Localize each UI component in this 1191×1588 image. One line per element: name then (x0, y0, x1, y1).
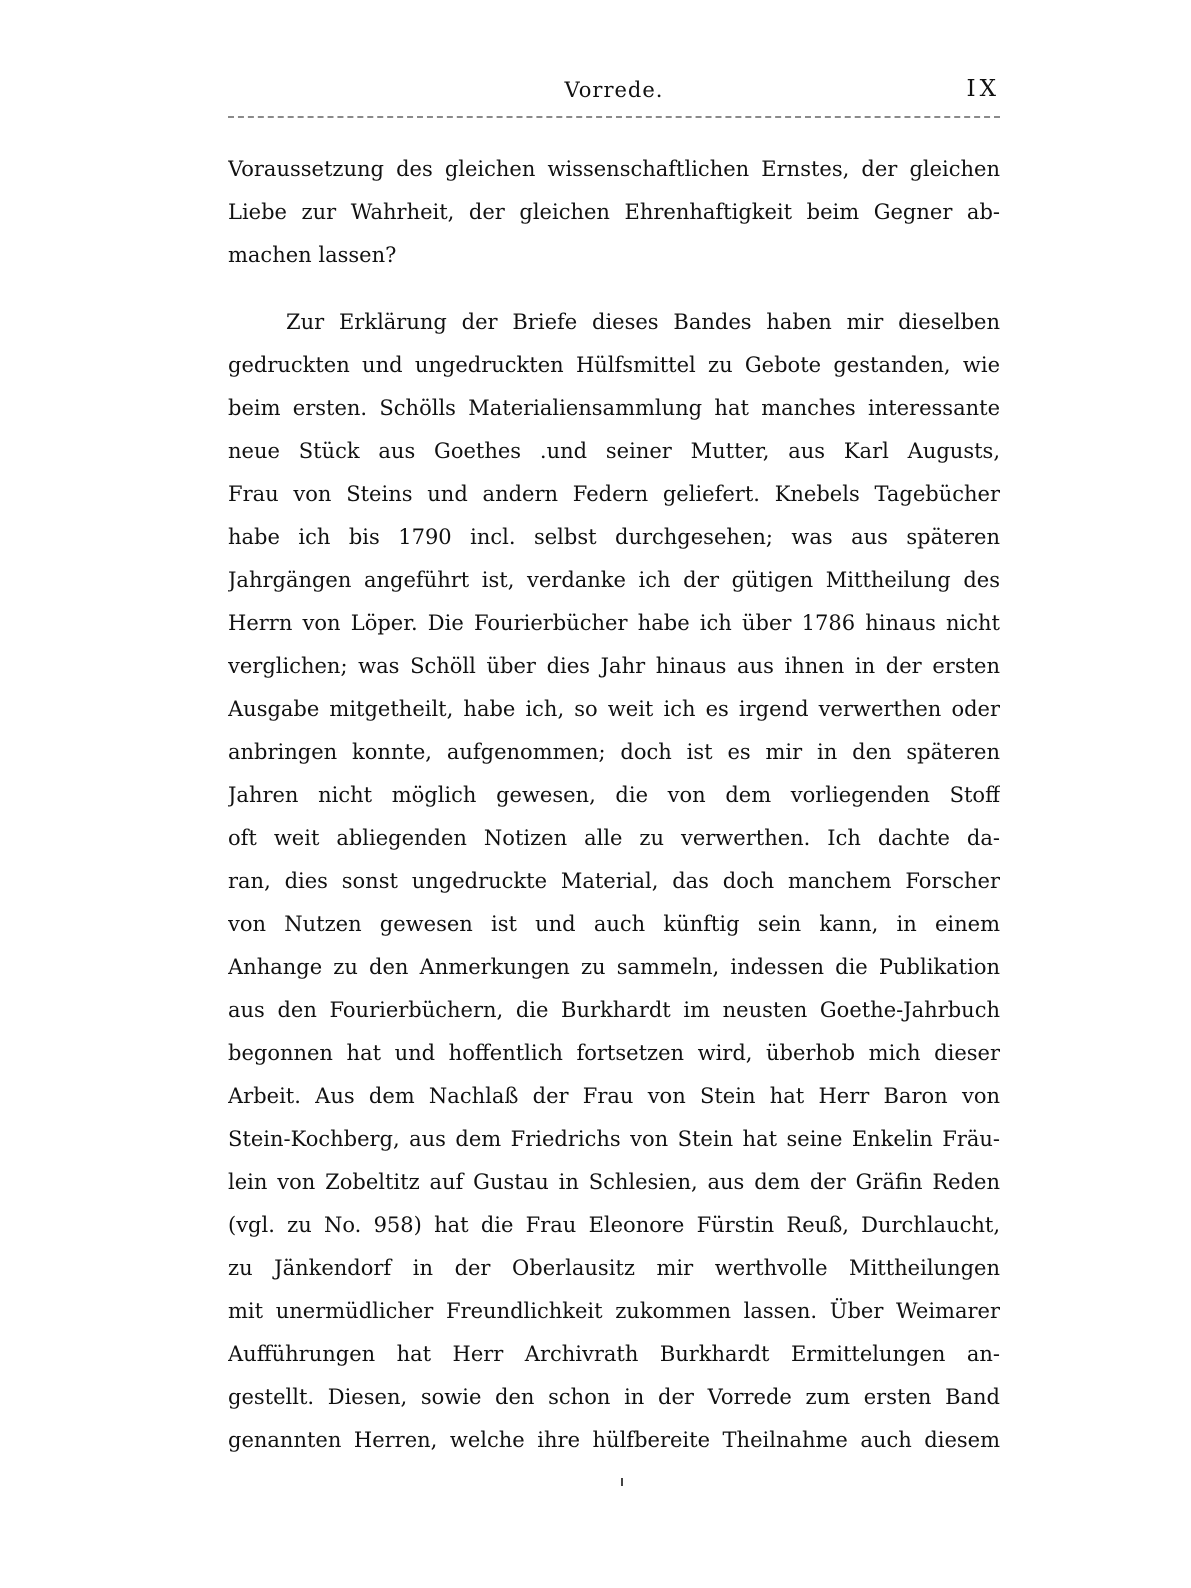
text-line: Voraussetzung des gleichen wissenschaftlichen Ernstes, der gleichen (228, 157, 1000, 181)
text-line: Anhange zu den Anmerkungen zu sammeln, indessen die Publikation (228, 955, 1000, 979)
text-line: aus den Fourierbüchern, die Burkhardt im neusten Goethe-Jahrbuch (228, 998, 1000, 1022)
paragraph-1 (228, 148, 1000, 277)
paragraph-2 (228, 301, 1000, 1462)
text-line: neue Stück aus Goethes .und seiner Mutter, aus Karl Augusts, (228, 439, 1000, 463)
text-line: Herrn von Löper. Die Fourierbücher habe ich über 1786 hinaus nicht (228, 611, 1000, 635)
text-line: oft weit abliegenden Notizen alle zu verwerthen. Ich dachte da- (228, 826, 1000, 850)
header-rule (228, 116, 1000, 118)
text-line: Jahren nicht möglich gewesen, die von dem vorliegenden Stoff (228, 783, 1000, 807)
footer-mark (621, 1478, 623, 1486)
text-line: Aufführungen hat Herr Archivrath Burkhardt Ermittelungen an- (228, 1342, 1000, 1366)
text-line: beim ersten. Schölls Materialiensammlung hat manches interessante (228, 396, 1000, 420)
text-line: anbringen konnte, aufgenommen; doch ist es mir in den späteren (228, 740, 1000, 764)
text-line: (vgl. zu No. 958) hat die Frau Eleonore Fürstin Reuß, Durchlaucht, (228, 1213, 1000, 1237)
page-number: IX (966, 76, 1000, 102)
text-line: Frau von Steins und andern Federn geliefert. Knebels Tagebücher (228, 482, 1000, 506)
text-line: von Nutzen gewesen ist und auch künftig sein kann, in einem (228, 912, 1000, 936)
text-line: genannten Herren, welche ihre hülfbereite Theilnahme auch diesem (228, 1428, 1000, 1452)
text-line: gedruckten und ungedruckten Hülfsmittel zu Gebote gestanden, wie (228, 353, 1000, 377)
text-line: Zur Erklärung der Briefe dieses Bandes haben mir dieselben (286, 310, 1000, 334)
body-text (228, 148, 1000, 1462)
running-header (228, 70, 1000, 110)
text-line: habe ich bis 1790 incl. selbst durchgesehen; was aus späteren (228, 525, 1000, 549)
text-line: zu Jänkendorf in der Oberlausitz mir werthvolle Mittheilungen (228, 1256, 1000, 1280)
text-line: ran, dies sonst ungedruckte Material, das doch manchem Forscher (228, 869, 1000, 893)
running-title: Vorrede. (564, 78, 664, 102)
text-line: gestellt. Diesen, sowie den schon in der Vorrede zum ersten Band (228, 1385, 1000, 1409)
text-line: mit unermüdlicher Freundlichkeit zukommen lassen. Über Weimarer (228, 1299, 1000, 1323)
text-line: begonnen hat und hoffentlich fortsetzen wird, überhob mich dieser (228, 1041, 1000, 1065)
text-line: lein von Zobeltitz auf Gustau in Schlesien, aus dem der Gräfin Reden (228, 1170, 1000, 1194)
text-line: machen lassen? (228, 243, 397, 267)
text-line: Arbeit. Aus dem Nachlaß der Frau von Stein hat Herr Baron von (228, 1084, 1000, 1108)
text-line: Ausgabe mitgetheilt, habe ich, so weit ich es irgend verwerthen oder (228, 697, 1000, 721)
text-line: verglichen; was Schöll über dies Jahr hinaus aus ihnen in der ersten (228, 654, 1000, 678)
text-line: Stein-Kochberg, aus dem Friedrichs von Stein hat seine Enkelin Fräu- (228, 1127, 1000, 1151)
text-line: Jahrgängen angeführt ist, verdanke ich der gütigen Mittheilung des (228, 568, 1000, 592)
paragraph-gap (228, 277, 1000, 301)
text-line: Liebe zur Wahrheit, der gleichen Ehrenhaftigkeit beim Gegner ab- (228, 200, 1000, 224)
